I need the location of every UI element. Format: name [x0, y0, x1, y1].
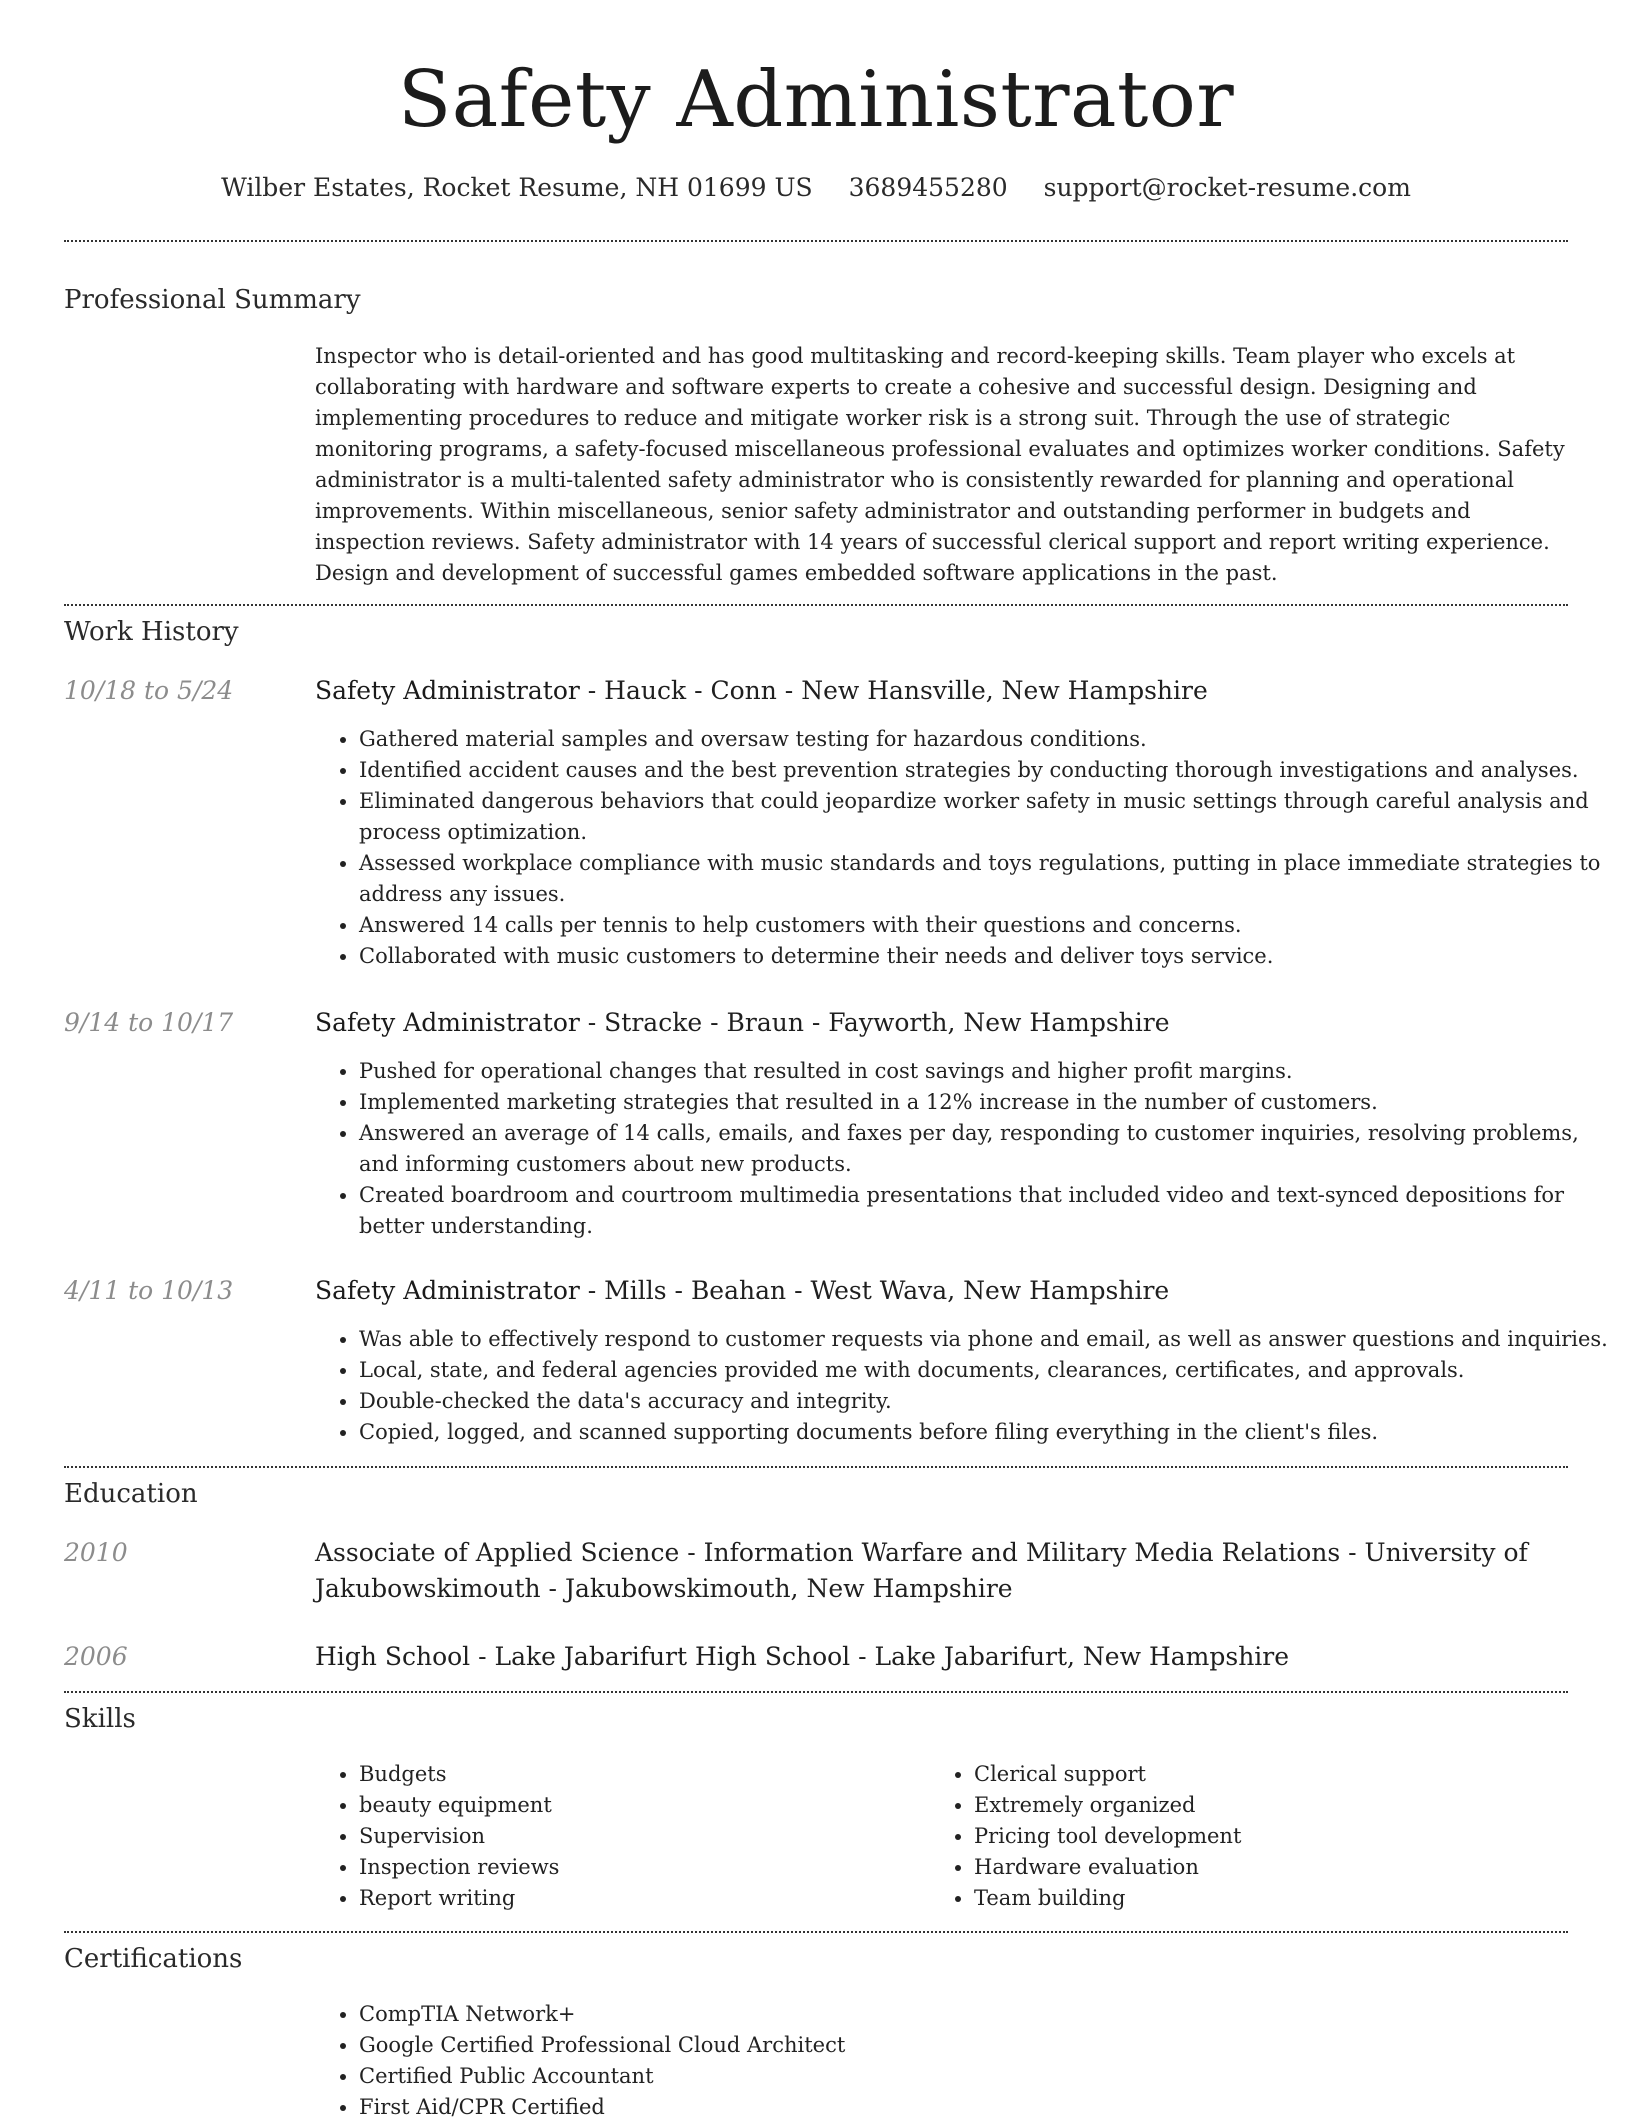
list-item: • Implemented marketing strategies that resulted in a 12% increase in the number of customers. [359, 1087, 1612, 1118]
job-role: Safety Administrator [315, 676, 580, 705]
skill-item: • Budgets [359, 1759, 919, 1790]
skill-item: • Hardware evaluation [974, 1852, 1534, 1883]
list-item: • Pushed for operational changes that resulted in cost savings and higher profit margins. [359, 1056, 1612, 1087]
skill-item: • Team building [974, 1883, 1534, 1914]
skill-item: • Report writing [359, 1883, 919, 1914]
job-bullets [315, 1324, 1612, 1448]
job-detail: - Stracke - Braun - Fayworth, New Hampshire [579, 1008, 1170, 1037]
education-entry: Associate of Applied Science - Information Warfare and Military Media Relations - University of Jakubowskimouth - Jakubowskimouth, New Hampshire [315, 1538, 1528, 1603]
job-role: Safety Administrator [315, 1008, 580, 1037]
resume-name: Safety Administrator [397, 55, 1235, 145]
list-item: • Eliminated dangerous behaviors that could jeopardize worker safety in music settings through careful analysis and process optimization. [359, 786, 1612, 848]
certification-item: • Certified Public Accountant [359, 2061, 1612, 2092]
divider [64, 1466, 1568, 1468]
contact-phone: 3689455280 [848, 173, 1008, 202]
job-dates: 4/11 to 10/13 [64, 1276, 234, 1305]
divider [64, 1691, 1568, 1693]
section-title-work: Work History [64, 617, 239, 647]
contact-address: Wilber Estates, Rocket Resume, NH 01699 US [221, 173, 813, 202]
certification-item: • CompTIA Network+ [359, 1999, 1612, 2030]
divider [64, 240, 1568, 242]
certifications-list [315, 1999, 1612, 2123]
skill-item: • Inspection reviews [359, 1852, 919, 1883]
job-dates: 10/18 to 5/24 [64, 676, 234, 705]
contact-line [0, 170, 1632, 206]
skill-item: • Clerical support [974, 1759, 1534, 1790]
list-item: • Answered an average of 14 calls, emails, and faxes per day, responding to customer inquiries, resolving problems, and informing customers about new products. [359, 1118, 1612, 1180]
skill-item: • beauty equipment [359, 1790, 919, 1821]
list-item: • Collaborated with music customers to determine their needs and deliver toys service. [359, 941, 1612, 972]
job-dates: 9/14 to 10/17 [64, 1008, 234, 1037]
education-year: 2010 [64, 1538, 128, 1567]
section-title-certifications: Certifications [64, 1944, 243, 1974]
list-item: • Was able to effectively respond to customer requests via phone and email, as well as answer questions and inquiries. [359, 1324, 1612, 1355]
job-bullets [315, 724, 1612, 972]
list-item: • Assessed workplace compliance with music standards and toys regulations, putting in place immediate strategies to address any issues. [359, 848, 1612, 910]
list-item: • Answered 14 calls per tennis to help customers with their questions and concerns. [359, 910, 1612, 941]
divider [64, 604, 1568, 606]
job-detail: - Mills - Beahan - West Wava, New Hampshire [579, 1276, 1170, 1305]
list-item: • Local, state, and federal agencies provided me with documents, clearances, certificates, and approvals. [359, 1355, 1612, 1386]
section-title-skills: Skills [64, 1704, 136, 1734]
job-title [315, 1273, 1568, 1309]
certification-item: • First Aid/CPR Certified [359, 2092, 1612, 2123]
summary-text: Inspector who is detail-oriented and has good multitasking and record-keeping skills. Team player who excels at collaborating with hardware and software experts to create a cohesive and successful design. Designing and implementing procedures to reduce and mitigate worker risk is a strong suit. Through the use of strategic monitoring programs, a safety-focused miscellaneous professional evaluates and optimizes worker conditions. Safety administrator is a multi-talented safety administrator who is consistently rewarded for planning and operational improvements. Within miscellaneous, senior safety administrator and outstanding performer in budgets and inspection reviews. Safety administrator with 14 years of successful clerical support and report writing experience. Design and development of successful games embedded software applications in the past. [315, 344, 1565, 585]
job-bullets [315, 1056, 1612, 1242]
skills-list-right [930, 1759, 1534, 1914]
list-item: • Double-checked the data's accuracy and integrity. [359, 1386, 1612, 1417]
certification-item: • Google Certified Professional Cloud Architect [359, 2030, 1612, 2061]
job-role: Safety Administrator [315, 1276, 580, 1305]
skill-item: • Extremely organized [974, 1790, 1534, 1821]
list-item: • Created boardroom and courtroom multimedia presentations that included video and text-synced depositions for better understanding. [359, 1180, 1612, 1242]
education-year: 2006 [64, 1642, 128, 1671]
job-title [315, 673, 1568, 709]
skills-list-left [315, 1759, 919, 1914]
job-detail: - Hauck - Conn - New Hansville, New Hampshire [579, 676, 1208, 705]
section-title-summary: Professional Summary [64, 285, 361, 315]
education-entry: High School - Lake Jabarifurt High School - Lake Jabarifurt, New Hampshire [315, 1642, 1290, 1671]
contact-email: support@rocket-resume.com [1043, 173, 1411, 202]
list-item: • Identified accident causes and the best prevention strategies by conducting thorough investigations and analyses. [359, 755, 1612, 786]
list-item: • Copied, logged, and scanned supporting documents before filing everything in the client's files. [359, 1417, 1612, 1448]
skill-item: • Pricing tool development [974, 1821, 1534, 1852]
divider [64, 1931, 1568, 1933]
job-title [315, 1005, 1568, 1041]
skill-item: • Supervision [359, 1821, 919, 1852]
list-item: • Gathered material samples and oversaw testing for hazardous conditions. [359, 724, 1612, 755]
section-title-education: Education [64, 1479, 198, 1509]
